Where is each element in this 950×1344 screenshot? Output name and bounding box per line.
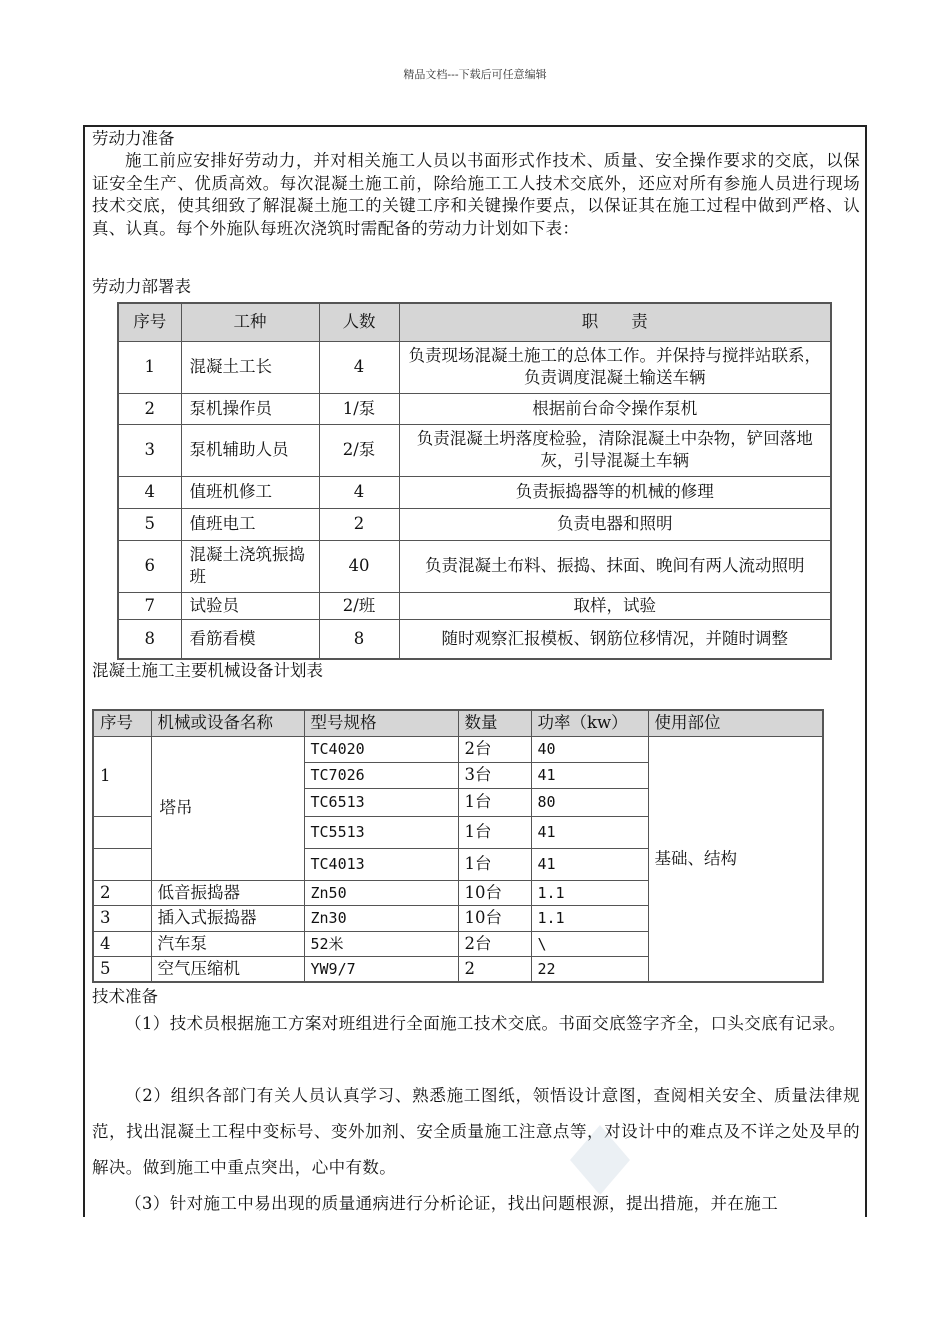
row-type: 混凝土浇筑振捣班: [181, 540, 319, 592]
equip-col-name: 机械或设备名称: [151, 710, 304, 736]
equip-col-power: 功率（kw）: [531, 710, 648, 736]
row-power: 41: [531, 762, 648, 788]
row-duty: 负责混凝土坍落度检验，清除混凝土中杂物，铲回落地灰，引导混凝土车辆: [399, 424, 831, 476]
row-power: 1.1: [531, 905, 648, 931]
row-qty: 2: [458, 956, 531, 982]
row-model: YW9/7: [304, 956, 458, 982]
header-note: 精品文档---下载后可任意编辑: [403, 68, 547, 81]
row-count: 2/班: [319, 592, 399, 619]
row-qty: 1台: [458, 788, 531, 816]
row-qty: 3台: [458, 762, 531, 788]
row-type: 值班机修工: [181, 476, 319, 508]
row-duty: 取样，试验: [399, 592, 831, 619]
row-no: 4: [93, 931, 151, 956]
equip-col-no: 序号: [93, 710, 151, 736]
row-model: TC4013: [304, 848, 458, 880]
table-row: [118, 508, 831, 540]
equip-col-qty: 数量: [458, 710, 531, 736]
equipment-header-row: [93, 710, 823, 736]
labor-col-type: 工种: [181, 303, 319, 341]
row-qty: 10台: [458, 880, 531, 905]
labor-col-no: 序号: [118, 303, 181, 341]
row-duty: 根据前台命令操作泵机: [399, 393, 831, 424]
equipment-table-title: 混凝土施工主要机械设备计划表: [92, 661, 323, 680]
row-model: TC7026: [304, 762, 458, 788]
row-no: 3: [118, 424, 181, 476]
row-duty: 负责混凝土布料、振捣、抹面、晚间有两人流动照明: [399, 540, 831, 592]
labor-header-row: [118, 303, 831, 341]
row-no: 2: [118, 393, 181, 424]
table-row: [118, 341, 831, 393]
row-name: 汽车泵: [151, 931, 304, 956]
labor-paragraph: 施工前应安排好劳动力，并对相关施工人员以书面形式作技术、质量、安全操作要求的交底，以保证安全生产、优质高效。每次混凝土施工前，除给施工工人技术交底外，还应对所有参施人员进行现场技术交底，使其细致了解混凝土施工的关键工序和关键操作要点，以保证其在施工过程中做到严格、认真、认真。每个外施队每班次浇筑时需配备的劳动力计划如下表：: [92, 151, 860, 238]
labor-col-duty: 职 责: [399, 303, 831, 341]
row-count: 4: [319, 476, 399, 508]
row-count: 4: [319, 341, 399, 393]
row-duty: 负责振捣器等的机械的修理: [399, 476, 831, 508]
row-power: 80: [531, 788, 648, 816]
row-model: 52米: [304, 931, 458, 956]
row-count: 40: [319, 540, 399, 592]
row-count: 1/泵: [319, 393, 399, 424]
row-no: 5: [93, 956, 151, 982]
table-row: [118, 424, 831, 476]
row-type: 泵机辅助人员: [181, 424, 319, 476]
row-power: 41: [531, 816, 648, 848]
tech-item-2: （2）组织各部门有关人员认真学习、熟悉施工图纸，领悟设计意图，查阅相关安全、质量法律规范，找出混凝土工程中变标号、变外加剂、安全质量施工注意点等，对设计中的难点及不详之处及早的解决。做到施工中重点突出，心中有数。: [92, 1086, 860, 1177]
tech-heading: 技术准备: [92, 987, 158, 1006]
row-type: 泵机操作员: [181, 393, 319, 424]
table-row: [118, 619, 831, 659]
empty-cell: [93, 816, 151, 848]
row-name: 插入式振捣器: [151, 905, 304, 931]
row-name: 空气压缩机: [151, 956, 304, 982]
row-type: 值班电工: [181, 508, 319, 540]
row-model: TC4020: [304, 736, 458, 762]
row-no: 7: [118, 592, 181, 619]
equip-col-usage: 使用部位: [648, 710, 823, 736]
row-name: 低音振捣器: [151, 880, 304, 905]
tech-item-1: （1）技术员根据施工方案对班组进行全面施工技术交底。书面交底签字齐全，口头交底有记录。: [125, 1014, 846, 1033]
row-type: 混凝土工长: [181, 341, 319, 393]
row-duty: 负责现场混凝土施工的总体工作。并保持与搅拌站联系，负责调度混凝土输送车辆: [399, 341, 831, 393]
row-no: 6: [118, 540, 181, 592]
row-power: 40: [531, 736, 648, 762]
labor-heading: 劳动力准备: [92, 129, 175, 148]
row-no: 5: [118, 508, 181, 540]
row-qty: 1台: [458, 816, 531, 848]
equip-col-model: 型号规格: [304, 710, 458, 736]
row-qty: 2台: [458, 931, 531, 956]
row-power: 22: [531, 956, 648, 982]
table-row: [118, 393, 831, 424]
table-row: [118, 592, 831, 619]
row-qty: 2台: [458, 736, 531, 762]
row-count: 2/泵: [319, 424, 399, 476]
row-no: 3: [93, 905, 151, 931]
row-no: 1: [118, 341, 181, 393]
row-model: TC5513: [304, 816, 458, 848]
table-row: [93, 736, 823, 762]
row-model: TC6513: [304, 788, 458, 816]
crane-no: 1: [93, 736, 151, 816]
labor-col-count: 人数: [319, 303, 399, 341]
row-model: Zn50: [304, 880, 458, 905]
row-no: 2: [93, 880, 151, 905]
row-model: Zn30: [304, 905, 458, 931]
table-row: [118, 476, 831, 508]
row-qty: 10台: [458, 905, 531, 931]
row-no: 4: [118, 476, 181, 508]
row-qty: 1台: [458, 848, 531, 880]
row-count: 8: [319, 619, 399, 659]
labor-table-title: 劳动力部署表: [92, 277, 191, 296]
row-power: 41: [531, 848, 648, 880]
tech-item-3: （3）针对施工中易出现的质量通病进行分析论证，找出问题根源，提出措施，并在施工: [125, 1194, 779, 1213]
row-type: 看筋看模: [181, 619, 319, 659]
row-type: 试验员: [181, 592, 319, 619]
crane-name: 塔吊: [151, 736, 304, 880]
table-row: [118, 540, 831, 592]
row-count: 2: [319, 508, 399, 540]
row-power: \: [531, 931, 648, 956]
row-duty: 负责电器和照明: [399, 508, 831, 540]
usage-cell: 基础、结构: [648, 736, 823, 982]
watermark-logo: [560, 1120, 640, 1200]
row-duty: 随时观察汇报模板、钢筋位移情况，并随时调整: [399, 619, 831, 659]
row-no: 8: [118, 619, 181, 659]
empty-cell: [93, 848, 151, 880]
labor-table: [117, 302, 832, 660]
row-power: 1.1: [531, 880, 648, 905]
equipment-table: [92, 709, 824, 983]
